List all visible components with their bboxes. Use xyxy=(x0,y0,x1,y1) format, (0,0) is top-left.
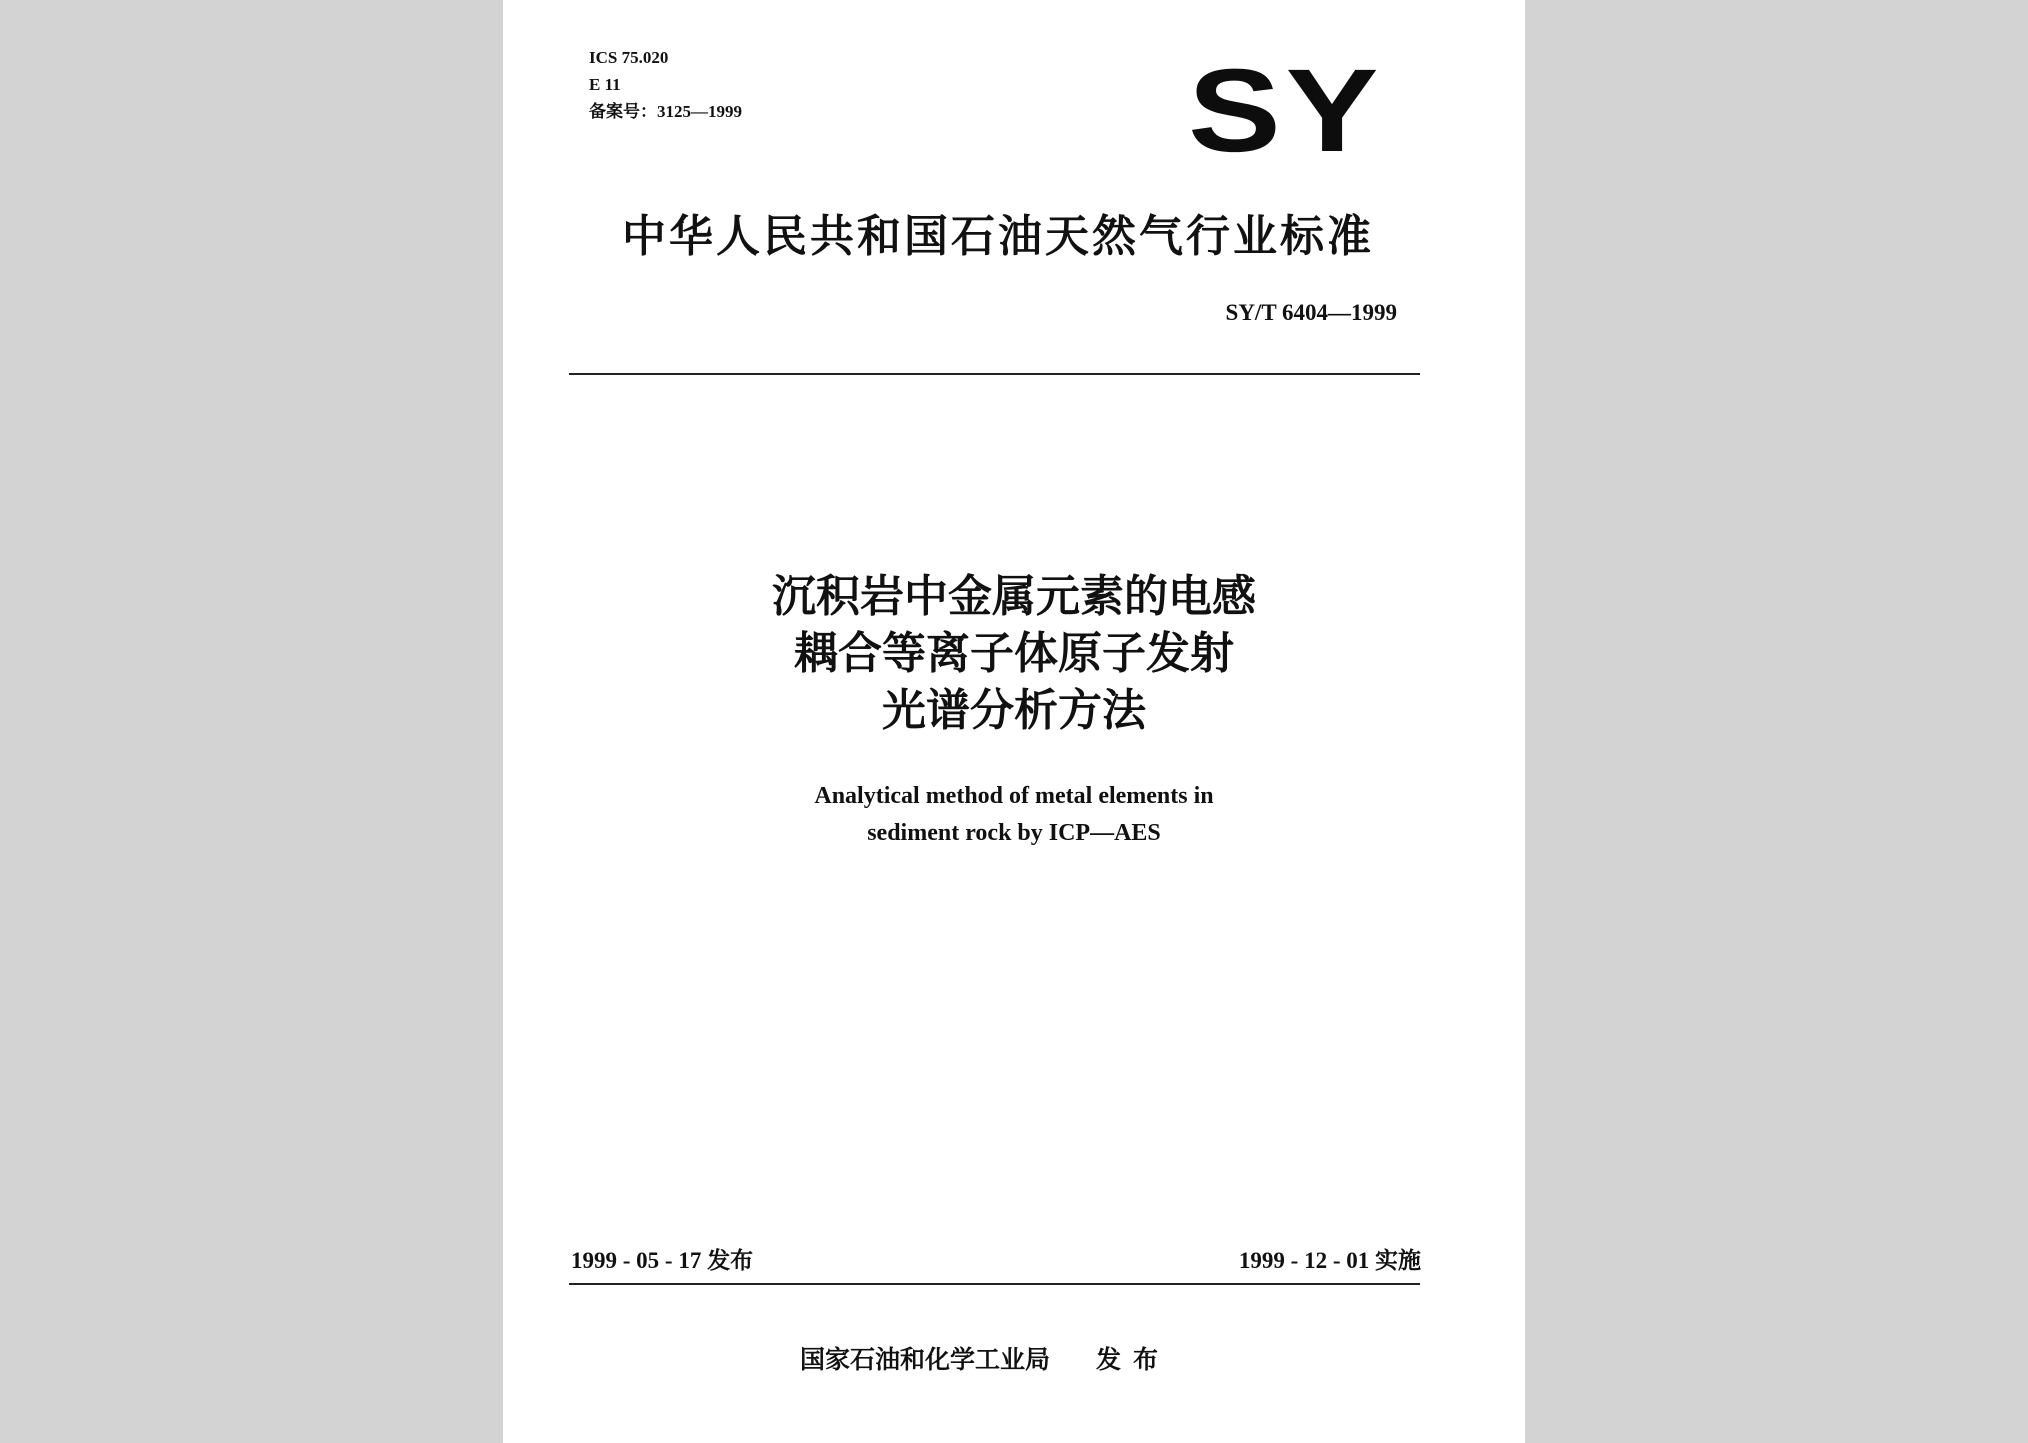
chinese-title-line-1: 沉积岩中金属元素的电感 xyxy=(772,571,1256,622)
ics-code: ICS 75.020 xyxy=(589,48,669,67)
english-title-line-2: sediment rock by ICP—AES xyxy=(867,820,1161,846)
classification-block xyxy=(589,44,742,125)
english-title xyxy=(503,778,1525,852)
chinese-title xyxy=(503,568,1525,739)
publisher-line xyxy=(800,1340,1170,1376)
record-number: 备案号：3125—1999 xyxy=(589,102,742,121)
top-divider xyxy=(569,373,1420,375)
effective-date: 1999 - 12 - 01 实施 xyxy=(1238,1248,1421,1273)
standard-code: SY/T 6404—1999 xyxy=(1225,300,1397,325)
english-title-line-1: Analytical method of metal elements in xyxy=(814,783,1214,809)
organization-title: 中华人民共和国石油天然气行业标准 xyxy=(622,211,1374,262)
chinese-title-line-2: 耦合等离子体原子发射 xyxy=(794,628,1234,679)
document-page xyxy=(503,0,1525,1443)
class-code: E 11 xyxy=(589,75,621,94)
publisher-name: 国家石油和化学工业局 xyxy=(800,1345,1051,1374)
bottom-divider xyxy=(569,1283,1420,1285)
chinese-title-line-3: 光谱分析方法 xyxy=(882,685,1146,736)
issue-date: 1999 - 05 - 17 发布 xyxy=(571,1248,754,1273)
sy-logo: SY xyxy=(1188,45,1384,177)
publish-action: 发布 xyxy=(1096,1345,1171,1374)
